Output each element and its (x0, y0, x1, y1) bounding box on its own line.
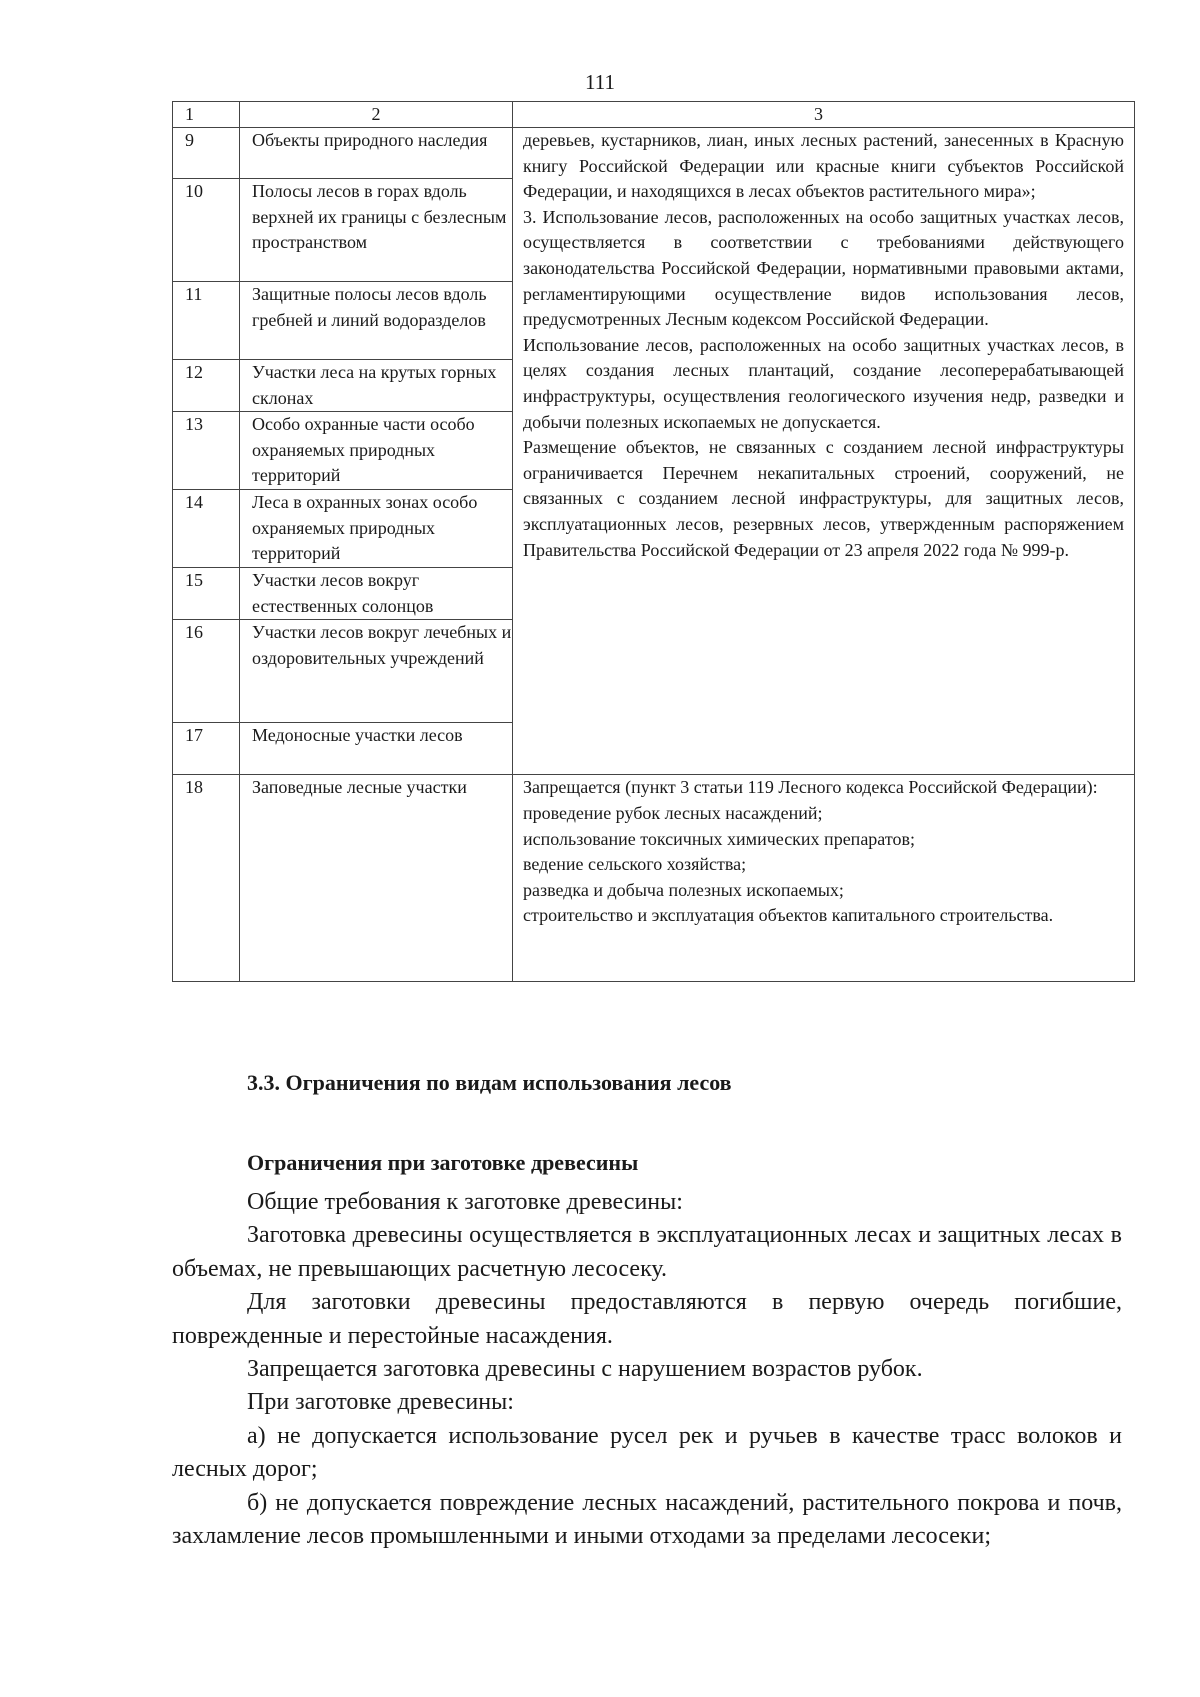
row-name: Объекты природного наследия (240, 128, 513, 179)
restrictions-table (172, 101, 1135, 982)
table-header-row (173, 102, 1135, 128)
body-text (172, 1186, 1122, 1553)
header-col-2: 2 (240, 102, 513, 128)
row-number: 14 (173, 490, 240, 568)
page-number: 111 (585, 70, 615, 94)
restriction-line: строительство и эксплуатация объектов капитального строительства. (523, 905, 1054, 926)
row-number: 11 (173, 282, 240, 360)
row-name: Участки леса на крутых горных склонах (240, 360, 513, 412)
restriction-line: использование токсичных химических препаратов; (523, 828, 915, 849)
row-number: 13 (173, 412, 240, 490)
row-name: Леса в охранных зонах особо охраняемых природных территорий (240, 490, 513, 568)
paragraph: Запрещается заготовка древесины с нарушением возрастов рубок. (247, 1356, 923, 1383)
row-number: 9 (173, 128, 240, 179)
shared-restrictions-cell (513, 128, 1135, 775)
row-name: Медоносные участки лесов (240, 723, 513, 775)
shared-text-paragraph: Использование лесов, расположенных на особо защитных участках лесов, в целях создания лесных плантаций, создание лесоперерабатывающей инфраструктуры, осуществления геологического изучения недр, разведки и добычи полезных ископаемых не допускается. (523, 334, 1124, 432)
restriction-line: проведение рубок лесных насаждений; (523, 802, 823, 823)
row-number: 15 (173, 568, 240, 620)
shared-text-paragraph: Размещение объектов, не связанных с созданием лесной инфраструктуры ограничивается Перечнем некапитальных строений, сооружений, не связанных с созданием лесной инфраструктуры, для защитных лесов, эксплуатационных лесов, резервных лесов, утвержденным распоряжением Правительства Российской Федерации от 23 апреля 2022 года № 999-р. (523, 437, 1124, 560)
row-name: Заповедные лесные участки (240, 775, 513, 982)
row-name: Участки лесов вокруг естественных солонцов (240, 568, 513, 620)
row-name: Особо охранные части особо охраняемых природных территорий (240, 412, 513, 490)
section-heading: 3.3. Ограничения по видам использования лесов (247, 1070, 732, 1095)
paragraph: Заготовка древесины осуществляется в эксплуатационных лесах и защитных лесах в объемах, не превышающих расчетную лесосеку. (172, 1222, 1122, 1282)
row-number: 16 (173, 620, 240, 723)
restriction-line: Запрещается (пункт 3 статьи 119 Лесного кодекса Российской Федерации): (523, 777, 1098, 798)
shared-text-paragraph: деревьев, кустарников, лиан, иных лесных растений, занесенных в Красную книгу Российской Федерации или красные книги субъектов Российской Федерации, и находящихся в лесах объектов растительного мира»; (523, 130, 1124, 202)
restriction-line: ведение сельского хозяйства; (523, 854, 747, 875)
row-number: 12 (173, 360, 240, 412)
row-name: Участки лесов вокруг лечебных и оздоровительных учреждений (240, 620, 513, 723)
table-row (173, 128, 1135, 179)
row-number: 17 (173, 723, 240, 775)
header-col-1: 1 (173, 102, 240, 128)
row-number: 10 (173, 179, 240, 282)
paragraph: Общие требования к заготовке древесины: (247, 1189, 683, 1215)
restriction-line: разведка и добыча полезных ископаемых; (523, 879, 844, 900)
row-18-restrictions-cell (513, 775, 1135, 982)
row-name: Защитные полосы лесов вдоль гребней и линий водоразделов (240, 282, 513, 360)
header-col-3: 3 (513, 102, 1135, 128)
paragraph: При заготовке древесины: (247, 1389, 514, 1416)
paragraph: Для заготовки древесины предоставляются в первую очередь погибшие, поврежденные и перестойные насаждения. (172, 1289, 1122, 1349)
paragraph: а) не допускается использование русел рек и ручьев в качестве трасс волоков и лесных дорог; (172, 1422, 1122, 1483)
sub-heading: Ограничения при заготовке древесины (247, 1150, 639, 1175)
shared-text-paragraph: 3. Использование лесов, расположенных на особо защитных участках лесов, осуществляется в соответствии с требованиями действующего законодательства Российской Федерации, нормативными правовыми актами, регламентирующими осуществление видов использования лесов, предусмотренных Лесным кодексом Российской Федерации. (523, 206, 1124, 330)
row-name: Полосы лесов в горах вдоль верхней их границы с безлесным пространством (240, 179, 513, 282)
table-row (173, 775, 1135, 982)
paragraph: б) не допускается повреждение лесных насаждений, растительного покрова и почв, захламление лесов промышленными и иными отходами за пределами лесосеки; (172, 1489, 1122, 1550)
row-number: 18 (173, 775, 240, 982)
